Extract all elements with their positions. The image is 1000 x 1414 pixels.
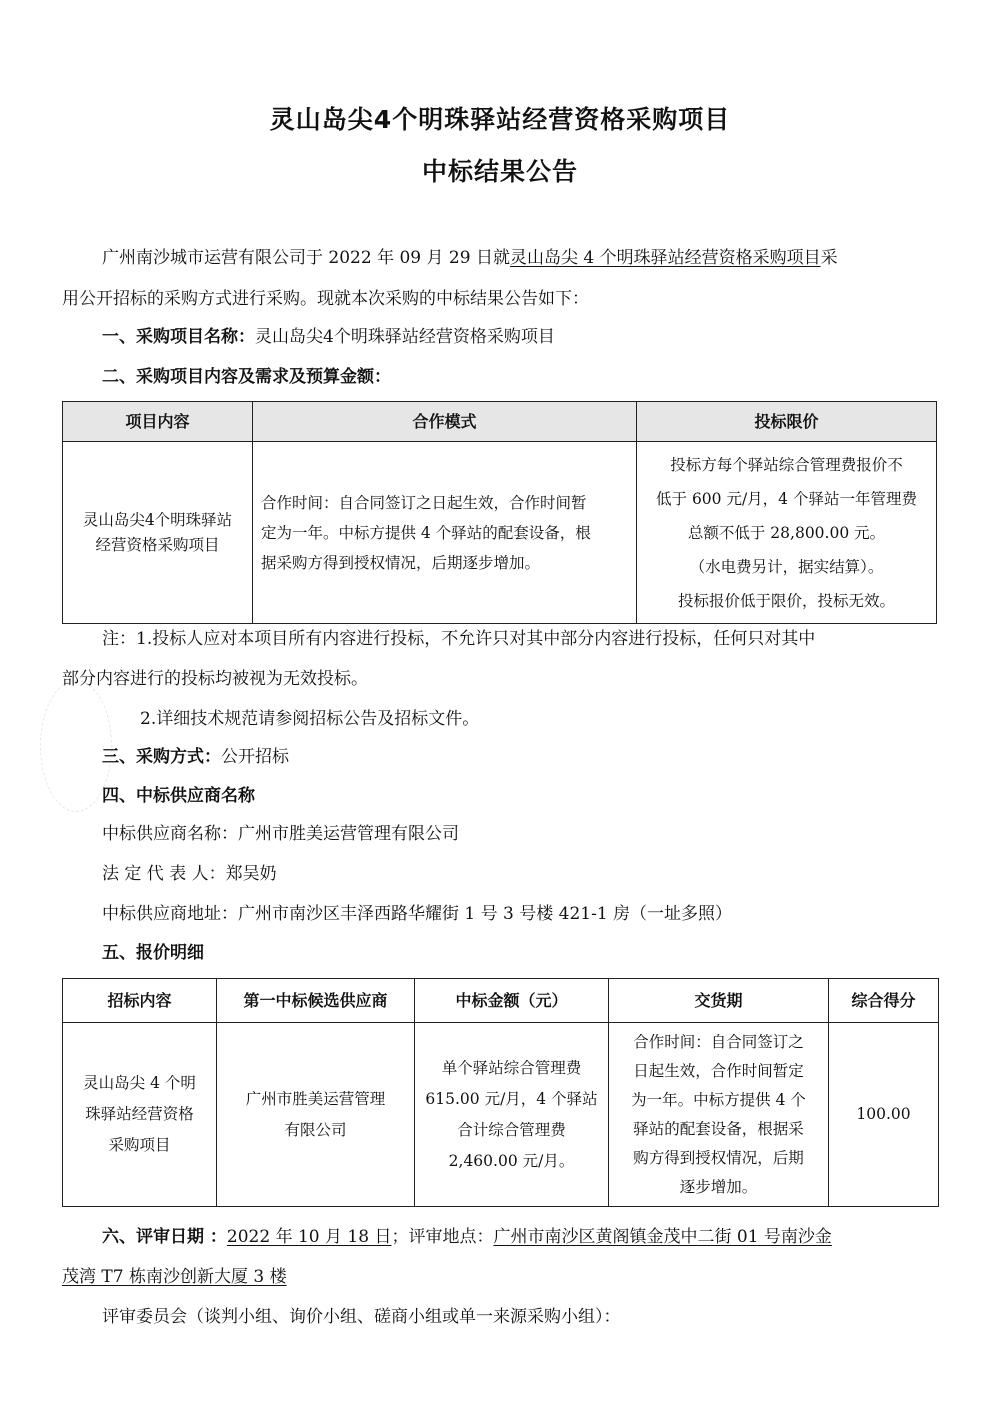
note-line3: 2.详细技术规范请参阅招标公告及招标文件。 <box>140 709 480 729</box>
document-subtitle: 中标结果公告 <box>421 157 578 186</box>
legal-rep-value: 郑吴奶 <box>225 864 277 884</box>
table2-header-content: 招标内容 <box>63 979 217 1023</box>
section6-line2 <box>62 1265 942 1289</box>
intro-paragraph-line1 <box>102 246 942 270</box>
table1-cell-content: 灵山岛尖4个明珠驿站 经营资格采购项目 <box>63 442 253 624</box>
section1-value: 灵山岛尖4个明珠驿站经营资格采购项目 <box>255 327 555 347</box>
document-title: 灵山岛尖4个明珠驿站经营资格采购项目 <box>269 105 731 134</box>
table2-cell-score: 100.00 <box>829 1023 939 1207</box>
intro-text-end: 采 <box>820 248 838 268</box>
table1-cell-mode: 合作时间：自合同签订之日起生效，合作时间暂 定为一年。中标方提供 4 个驿站的配套设备，根 据采购方得到授权情况，后期逐步增加。 <box>253 442 637 624</box>
review-date: 2022 年 10 月 18 日 <box>226 1227 392 1247</box>
note-line2: 部分内容进行的投标均被视为无效投标。 <box>62 669 368 689</box>
section4-heading: 四、中标供应商名称 <box>102 786 255 806</box>
review-place-part2: 茂湾 T7 栋南沙创新大厦 3 楼 <box>62 1267 287 1287</box>
intro-project-name: 灵山岛尖 4 个明珠驿站经营资格采购项目 <box>509 248 821 268</box>
table1-header-mode: 合作模式 <box>253 402 637 442</box>
section3-line <box>102 745 982 769</box>
table1-header-content: 项目内容 <box>63 402 253 442</box>
table2-cell-content: 灵山岛尖 4 个明 珠驿站经营资格 采购项目 <box>63 1023 217 1207</box>
table2-header-delivery: 交货期 <box>609 979 829 1023</box>
supplier-address-line <box>102 902 982 926</box>
section5-heading: 五、报价明细 <box>102 943 204 963</box>
table2-cell-delivery: 合作时间：自合同签订之 日起生效，合作时间暂定 为一年。中标方提供 4 个 驿站的配套设备，根据采 购方得到授权情况，后期 逐步增加。 <box>609 1023 829 1207</box>
review-committee-line: 评审委员会（谈判小组、询价小组、磋商小组或单一来源采购小组）： <box>102 1307 621 1327</box>
legal-rep-line <box>102 862 982 886</box>
review-place-part1: 广州市南沙区黄阁镇金茂中二街 01 号南沙金 <box>493 1227 832 1247</box>
intro-paragraph-line2: 用公开招标的采购方式进行采购。现就本次采购的中标结果公告如下： <box>62 289 589 309</box>
table1-header-limit: 投标限价 <box>637 402 937 442</box>
section6-line1 <box>102 1225 942 1249</box>
section1-line <box>102 325 982 349</box>
review-place-label: ；评审地点： <box>391 1227 494 1247</box>
table2-header-supplier: 第一中标候选供应商 <box>217 979 415 1023</box>
section6-heading: 六、评审日期 ： <box>102 1227 227 1247</box>
legal-rep-label: 法 定 代 表 人： <box>102 864 226 884</box>
section3-heading: 三、采购方式： <box>102 747 221 767</box>
quotation-table <box>62 978 939 1207</box>
section1-heading: 一、采购项目名称： <box>102 327 255 347</box>
supplier-name-line <box>102 822 982 846</box>
supplier-name-label: 中标供应商名称： <box>102 824 238 844</box>
table2-header-score: 综合得分 <box>829 979 939 1023</box>
supplier-address-value: 广州市南沙区丰泽西路华耀街 1 号 3 号楼 421-1 房（一址多照） <box>238 904 733 924</box>
section2-heading: 二、采购项目内容及需求及预算金额： <box>102 367 391 387</box>
requirements-table <box>62 401 937 624</box>
note-line1: 注：1.投标人应对本项目所有内容进行投标，不允许只对其中部分内容进行投标，任何只对其中 <box>102 629 816 649</box>
table2-cell-supplier: 广州市胜美运营管理 有限公司 <box>217 1023 415 1207</box>
supplier-name-value: 广州市胜美运营管理有限公司 <box>238 824 459 844</box>
intro-text: 广州南沙城市运营有限公司于 2022 年 09 月 29 日就 <box>102 248 510 268</box>
table1-cell-limit: 投标方每个驿站综合管理费报价不 低于 600 元/月，4 个驿站一年管理费 总额不低于 28,800.00 元。 （水电费另计，据实结算）。 投标报价低于限价，投标无效。 <box>637 442 937 624</box>
supplier-address-label: 中标供应商地址： <box>102 904 238 924</box>
table2-header-amount: 中标金额（元） <box>415 979 609 1023</box>
section3-value: 公开招标 <box>221 747 289 767</box>
table2-cell-amount: 单个驿站综合管理费 615.00 元/月，4 个驿站 合计综合管理费 2,460.00 元/月。 <box>415 1023 609 1207</box>
